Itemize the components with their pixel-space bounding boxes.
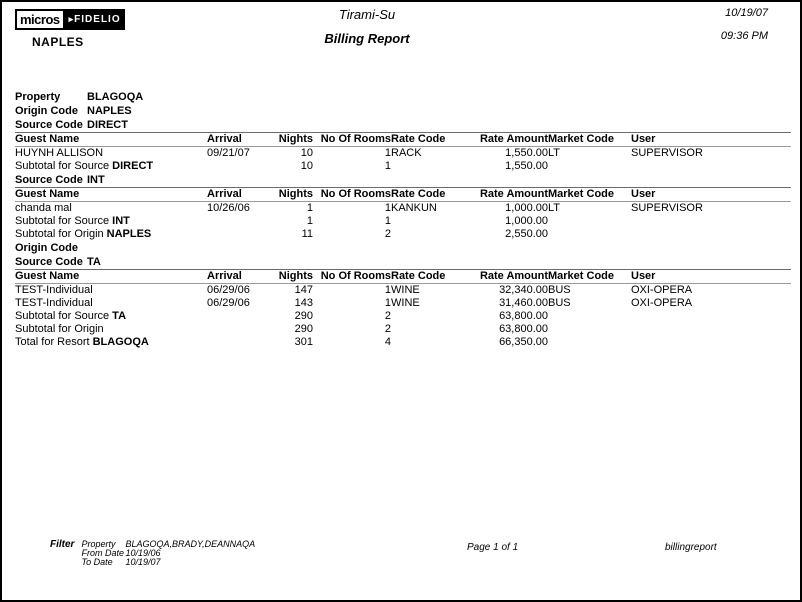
col-rate-amount: Rate Amount [462,133,548,147]
report-file-name: billingreport [665,542,717,553]
empty-cell [548,310,631,323]
report-datetime [721,7,768,42]
rooms: 1 [384,297,391,309]
filter-property-value: BLAGOQA,BRADY,DEANNAQA [125,539,256,549]
source-code-value: TA [87,256,101,268]
property-label: Property [15,91,61,103]
origin-subtotal-row [15,323,791,336]
market-code: BUS [548,297,571,309]
empty-cell [548,323,631,336]
subtotal-text: Subtotal for Source [15,310,110,322]
market-code: BUS [548,284,571,296]
filter-row-to-date [81,558,255,567]
subtotal-code: INT [112,215,130,227]
rooms: 1 [384,147,391,159]
subtotal-nights: 10 [300,160,313,172]
guest-name: chanda mal [15,202,72,214]
property-row [15,90,791,104]
guest-name: HUYNH ALLISON [15,147,104,159]
source-code-row [15,173,791,187]
col-user: User [631,188,791,202]
source-code-label: Source Code [15,174,83,186]
rate-amount: 1,550.00 [505,147,548,159]
filter-to-date-label: To Date [81,557,113,567]
subtotal-nights: 290 [294,310,313,322]
col-guest-name: Guest Name [15,188,207,202]
report-body [15,90,791,349]
arrival-date: 09/21/07 [207,147,250,159]
subtotal-rate-amount: 2,550.00 [505,228,548,240]
empty-cell [631,310,791,323]
filter-property-label: Property [81,539,116,549]
total-rooms: 4 [384,336,391,348]
col-arrival: Arrival [207,133,267,147]
col-market-code: Market Code [548,133,631,147]
origin-subtotal-label [15,323,267,336]
user: SUPERVISOR [631,147,703,159]
total-nights: 301 [294,336,313,348]
col-rooms: No Of Rooms [313,133,391,147]
empty-cell [548,228,631,241]
subtotal-code: TA [112,310,127,322]
empty-cell [548,336,631,349]
empty-cell [631,336,791,349]
col-rate-amount: Rate Amount [462,270,548,284]
user: OXI-OPERA [631,297,693,309]
source-subtotal-label [15,310,267,323]
hotel-name: NAPLES [32,35,84,49]
user: OXI-OPERA [631,284,693,296]
empty-cell [548,160,631,173]
source-subtotal-label [15,160,267,173]
page-number: Page 1 of 1 [467,542,519,553]
logo-fidelio-text: FIDELIO [74,14,121,25]
col-rooms: No Of Rooms [313,270,391,284]
col-market-code: Market Code [548,270,631,284]
section-table-direct [15,132,791,173]
subtotal-text: Subtotal for Origin [15,228,104,240]
subtotal-rooms: 1 [384,215,391,227]
guest-row [15,284,791,298]
section-table-ta [15,269,791,349]
arrival-date: 06/29/06 [207,284,250,296]
empty-cell [391,336,462,349]
source-code-row [15,255,791,269]
nights: 143 [294,297,313,309]
subtotal-text: Subtotal for Source [15,160,110,172]
property-value: BLAGOQA [87,91,144,103]
col-rate-code: Rate Code [391,188,462,202]
user: SUPERVISOR [631,202,703,214]
rooms: 1 [384,284,391,296]
report-time: 09:36 PM [720,30,768,42]
empty-cell [631,215,791,228]
arrival-date: 10/26/06 [207,202,250,214]
rate-amount: 1,000.00 [505,202,548,214]
filter-from-date-label: From Date [81,548,124,558]
nights: 147 [294,284,313,296]
report-title-block [167,2,567,46]
empty-cell [391,215,462,228]
rate-code: WINE [391,284,420,296]
section-table-int [15,187,791,241]
filter-label: Filter [50,539,75,550]
col-rate-code: Rate Code [391,133,462,147]
origin-code-value: NAPLES [87,105,132,117]
source-code-label: Source Code [15,119,83,131]
col-arrival: Arrival [207,270,267,284]
origin-code-row [15,241,791,255]
rate-code: RACK [391,147,422,159]
guest-name: TEST-Individual [15,297,93,309]
empty-cell [631,228,791,241]
total-text: Total for Resort [15,336,90,348]
col-user: User [631,133,791,147]
source-subtotal-row [15,160,791,173]
nights: 1 [306,202,313,214]
column-header-row [15,133,791,147]
col-rate-code: Rate Code [391,270,462,284]
rooms: 1 [384,202,391,214]
empty-cell [548,215,631,228]
subtotal-code: DIRECT [112,160,154,172]
filter-from-date-value: 10/19/06 [125,548,161,558]
report-subtitle: Billing Report [324,31,410,46]
subtotal-rate-amount: 1,000.00 [505,215,548,227]
origin-code-row [15,104,791,118]
subtotal-nights: 290 [294,323,313,335]
subtotal-text: Subtotal for Origin [15,323,104,335]
col-market-code: Market Code [548,188,631,202]
column-header-row [15,270,791,284]
rate-amount: 31,460.00 [499,297,548,309]
col-nights: Nights [267,270,313,284]
subtotal-rooms: 1 [384,160,391,172]
source-code-value: DIRECT [87,119,128,131]
logo-arrow-icon: ▸ [68,14,74,24]
resort-total-label [15,336,267,349]
guest-name: TEST-Individual [15,284,93,296]
subtotal-rooms: 2 [384,323,391,335]
col-rate-amount: Rate Amount [462,188,548,202]
column-header-row [15,188,791,202]
origin-code-label: Origin Code [15,105,78,117]
source-subtotal-label [15,215,267,228]
subtotal-rate-amount: 63,800.00 [499,323,548,335]
filter-block [50,540,255,567]
logo-fidelio-block [65,9,125,30]
logo-micros-text: micros [15,9,65,30]
subtotal-nights: 11 [301,228,313,240]
subtotal-code: NAPLES [106,228,152,240]
filter-to-date-value: 10/19/07 [125,557,161,567]
empty-cell [391,228,462,241]
origin-subtotal-row [15,228,791,241]
report-date: 10/19/07 [725,7,768,19]
subtotal-rate-amount: 63,800.00 [499,310,548,322]
subtotal-nights: 1 [306,215,313,227]
empty-cell [631,160,791,173]
micros-fidelio-logo [15,9,125,30]
col-nights: Nights [267,133,313,147]
col-user: User [631,270,791,284]
col-guest-name: Guest Name [15,133,207,147]
col-arrival: Arrival [207,188,267,202]
guest-row [15,297,791,310]
report-title: Tirami-Su [338,7,396,22]
subtotal-rooms: 2 [384,310,391,322]
subtotal-rooms: 2 [384,228,391,240]
origin-code-label: Origin Code [15,242,78,254]
rate-amount: 32,340.00 [499,284,548,296]
rate-code: KANKUN [391,202,437,214]
total-rate-amount: 66,350.00 [499,336,548,348]
origin-subtotal-label [15,228,267,241]
subtotal-rate-amount: 1,550.00 [505,160,548,172]
empty-cell [391,310,462,323]
nights: 10 [300,147,313,159]
source-code-label: Source Code [15,256,83,268]
total-code: BLAGOQA [92,336,149,348]
filter-rows [81,540,255,567]
empty-cell [631,323,791,336]
guest-row [15,147,791,161]
arrival-date: 06/29/06 [207,297,250,309]
market-code: LT [548,202,561,214]
empty-cell [391,160,462,173]
rate-code: WINE [391,297,420,309]
source-code-value: INT [87,174,105,186]
market-code: LT [548,147,561,159]
col-guest-name: Guest Name [15,270,207,284]
guest-row [15,202,791,216]
empty-cell [391,323,462,336]
source-code-row [15,118,791,132]
source-subtotal-row [15,310,791,323]
resort-total-row [15,336,791,349]
col-rooms: No Of Rooms [313,188,391,202]
col-nights: Nights [267,188,313,202]
source-subtotal-row [15,215,791,228]
subtotal-text: Subtotal for Source [15,215,110,227]
